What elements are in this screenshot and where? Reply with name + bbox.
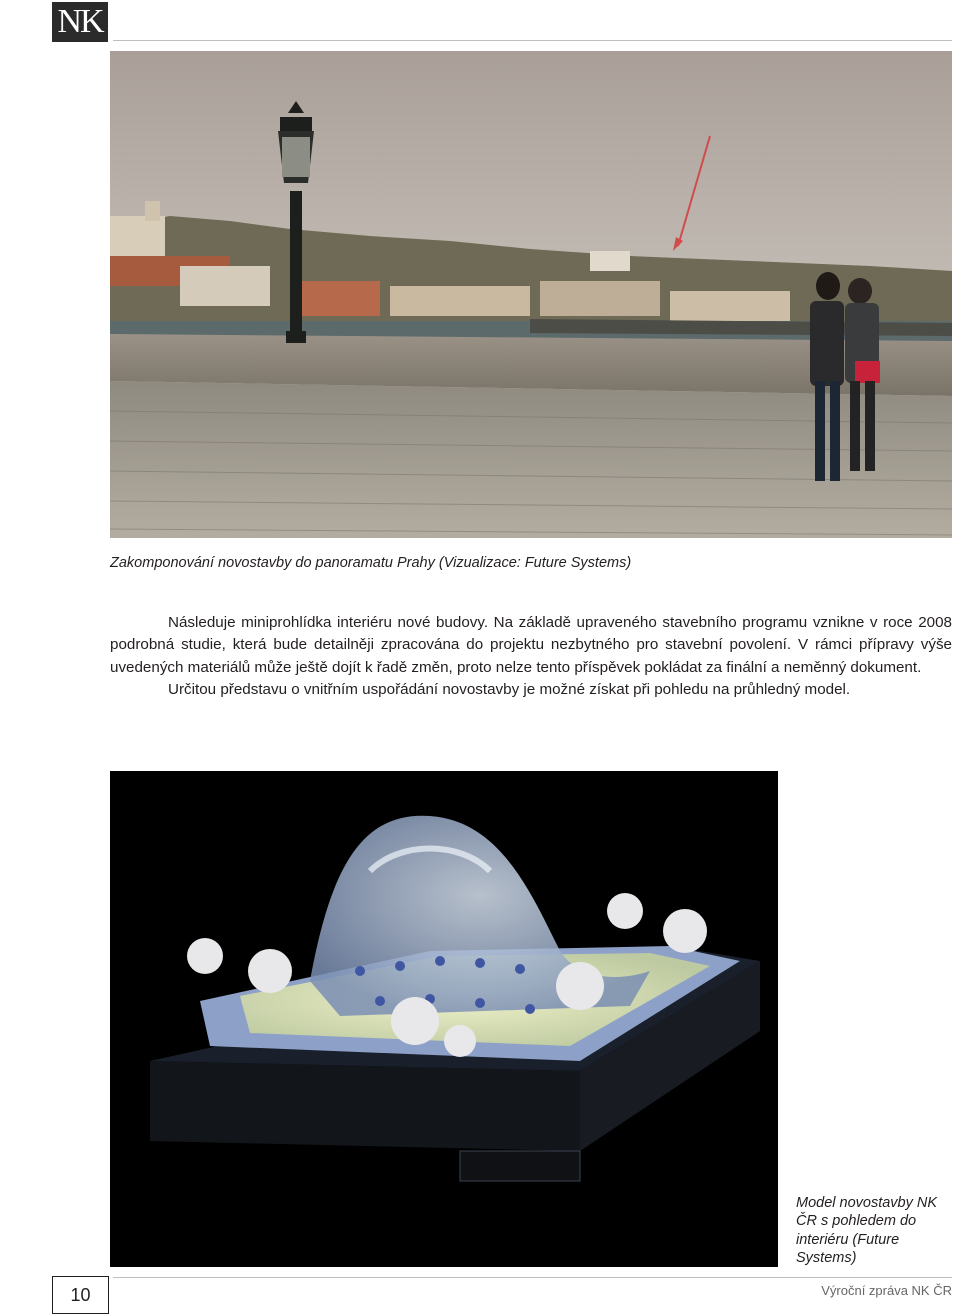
paragraph: Následuje miniprohlídka interiéru nové budovy. Na základě upraveného stavebního programu vznikne v roce 2008 podrobná studie, která bude detailněji zpracována do projektu nezbytného pro stavební povolení. V rámci přípravy výše uvedených materiálů může ještě dojít k řadě změn, proto nelze tento příspěvek pokládat za finální a neměnný dokument. xyxy=(110,614,952,676)
figure1-caption: Zakomponování novostavby do panoramatu Prahy (Vizualizace: Future Systems) xyxy=(110,555,632,571)
footer-rule xyxy=(113,1277,952,1278)
nk-logo xyxy=(52,2,108,42)
page-number xyxy=(52,1276,109,1314)
page-number-text: 10 xyxy=(70,1284,91,1305)
figure2-caption: Model novostavby NK ČR s pohledem do interiéru (Future Systems) xyxy=(796,1195,938,1266)
header-rule xyxy=(113,40,952,41)
building-model-photo xyxy=(110,771,778,1267)
paragraph: Určitou představu o vnitřním uspořádání novostavby je možné získat při pohledu na průhledný model. xyxy=(168,680,851,698)
publication-title: Výroční zpráva NK ČR xyxy=(821,1283,952,1298)
prague-panorama-photo xyxy=(110,51,952,538)
logo-text: NK xyxy=(57,3,103,40)
body-text xyxy=(110,612,952,701)
